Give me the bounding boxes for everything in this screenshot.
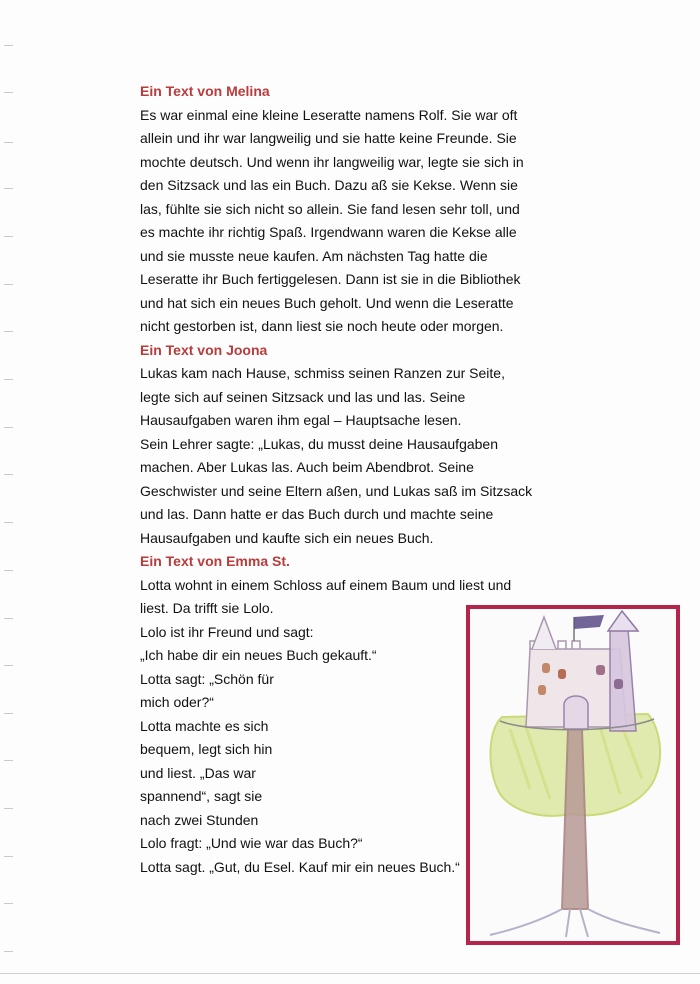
text-line: und las. Dann hatte er das Buch durch und machte seine [140,506,494,522]
text-line: Lolo ist ihr Freund und sagt: [140,623,314,640]
text-line: Hausaufgaben waren ihm egal – Hauptsache lesen. [140,412,462,428]
text-line: legte sich auf seinen Sitzsack und las und las. Seine [140,388,466,405]
text-line: nicht gestorben ist, dann liest sie noch heute oder morgen. [140,318,504,334]
text-line: Lotta machte es sich [140,717,269,734]
page-bottom-rule [0,973,700,974]
text-line: Lotta sagt. „Gut, du Esel. Kauf mir ein neues Buch.“ [140,858,460,875]
section-heading: Ein Text von Melina [140,83,270,99]
section-text [140,104,540,339]
text-line: Leseratte ihr Buch fertiggelesen. Dann ist sie in die Bibliothek [140,271,521,287]
castle-drawing-frame [466,605,680,945]
text-line: allein und ihr war langweilig und sie hatte keine Freunde. Sie [140,130,517,146]
text-line: las, fühlte sie sich nicht so allein. Sie fand lesen sehr toll, und [140,200,520,217]
text-line: Lolo fragt: „Und wie war das Buch?“ [140,835,363,851]
text-line: und sie musste neue kaufen. Am nächsten Tag hatte die [140,247,488,264]
text-line: nach zwei Stunden [140,811,259,828]
text-line: es machte ihr richtig Spaß. Irgendwann waren die Kekse alle [140,224,517,240]
text-line: mochte deutsch. Und wenn ihr langweilig war, legte sie sich in [140,153,524,170]
text-line: Lotta sagt: „Schön für [140,670,274,687]
text-line: machen. Aber Lukas las. Auch beim Abendbrot. Seine [140,459,474,475]
castle-on-tree-drawing [470,609,676,941]
margin-ticks [0,0,20,984]
text-line: und liest. „Das war [140,764,256,781]
text-line: Lukas kam nach Hause, schmiss seinen Ranzen zur Seite, [140,365,505,381]
section-joona [140,339,540,551]
text-line: Geschwister und seine Eltern aßen, und Lukas saß im Sitzsack [140,482,533,499]
section-melina [140,80,540,339]
section-heading: Ein Text von Emma St. [140,553,290,569]
section-heading: Ein Text von Joona [140,341,268,358]
text-line: den Sitzsack und las ein Buch. Dazu aß sie Kekse. Wenn sie [140,177,518,193]
section-text [140,362,540,550]
text-line: liest. Da trifft sie Lolo. [140,600,274,616]
text-line: und hat sich ein neues Buch geholt. Und wenn die Leseratte [140,294,514,311]
text-line: Lotta wohnt in einem Schloss auf einem Baum und liest und [140,576,512,593]
text-line: „Ich habe dir ein neues Buch gekauft.“ [140,647,377,663]
text-line: Sein Lehrer sagte: „Lukas, du musst deine Hausaufgaben [140,435,499,452]
text-line: Es war einmal eine kleine Leseratte namens Rolf. Sie war oft [140,106,518,123]
text-line: mich oder?“ [140,694,214,710]
text-line: spannend“, sagt sie [140,788,263,804]
text-line: Hausaufgaben und kaufte sich ein neues Buch. [140,529,434,546]
text-line: bequem, legt sich hin [140,741,273,757]
